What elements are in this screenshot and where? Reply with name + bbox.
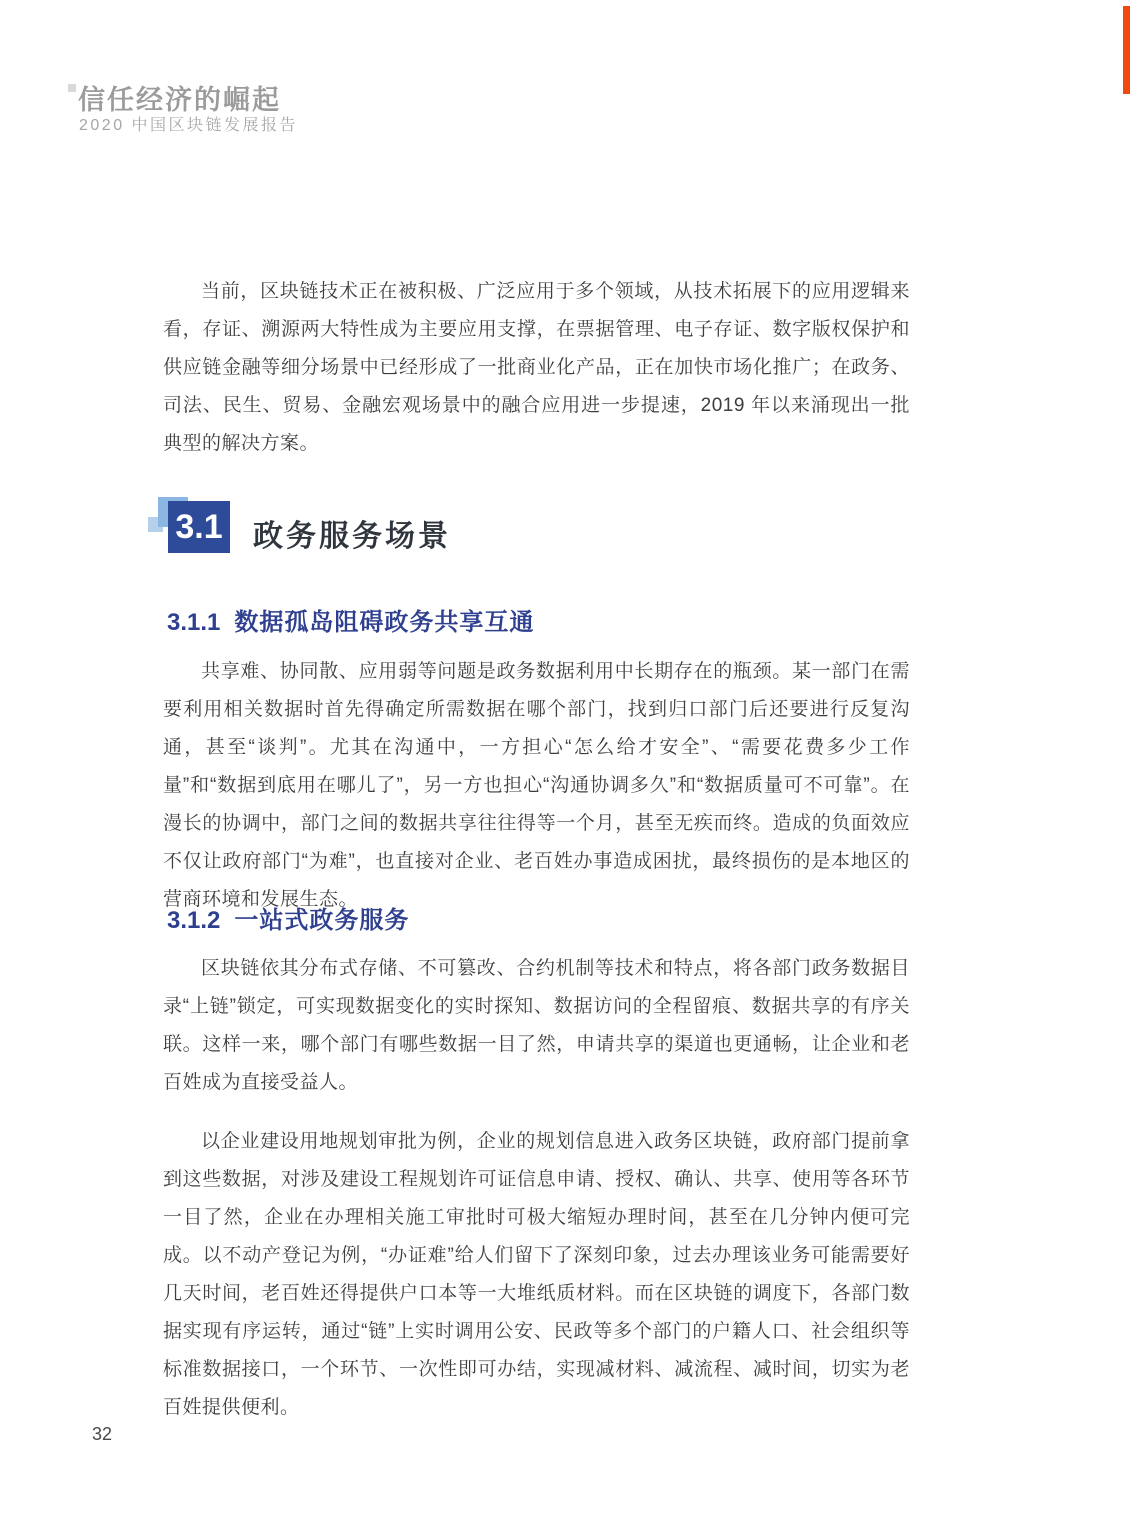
- subsection-title-311: 数据孤岛阻碍政务共享互通: [234, 609, 535, 636]
- subsection-number-312: 3.1.2: [167, 907, 221, 934]
- paragraph-311: 共享难、协同散、应用弱等问题是政务数据利用中长期存在的瓶颈。某一部门在需要利用相关数据时首先得确定所需数据在哪个部门，找到归口部门后还要进行反复沟通，甚至“谈判”。尤其在沟通中，一方担心“怎么给才安全”、“需要花费多少工作量”和“数据到底用在哪儿了”，另一方也担心“沟通协调多久”和“数据质量可不可靠”。在漫长的协调中，部门之间的数据共享往往得等一个月，甚至无疾而终。造成的负面效应不仅让政府部门“为难”，也直接对企业、老百姓办事造成困扰，最终损伤的是本地区的营商环境和发展生态。: [163, 661, 910, 910]
- report-logo-title: 信任经济的崛起: [78, 85, 281, 115]
- subsection-heading-312: [167, 900, 910, 935]
- subsection-title-312: 一站式政务服务: [234, 907, 410, 934]
- subsection-heading-311: [167, 602, 910, 637]
- chapter-accent-bar: [1123, 6, 1130, 94]
- paragraph-312-b: 以企业建设用地规划审批为例，企业的规划信息进入政务区块链，政府部门提前拿到这些数据，对涉及建设工程规划许可证信息申请、授权、确认、共享、使用等各环节一目了然，企业在办理相关施工审批时可极大缩短办理时间，甚至在几分钟内便可完成。以不动产登记为例，“办证难”给人们留下了深刻印象，过去办理该业务可能需要好几天时间，老百姓还得提供户口本等一大堆纸质材料。而在区块链的调度下，各部门数据实现有序运转，通过“链”上实时调用公安、民政等多个部门的户籍人口、社会组织等标准数据接口，一个环节、一次性即可办结，实现减材料、减流程、减时间，切实为老百姓提供便利。: [163, 1131, 910, 1418]
- report-logo-subtitle: 2020 中国区块链发展报告: [79, 117, 299, 134]
- section-title: 政务服务场景: [253, 520, 451, 553]
- subsection-number-311: 3.1.1: [167, 609, 221, 636]
- logo-deco-square: [68, 84, 76, 92]
- paragraph-312-a: 区块链依其分布式存储、不可篡改、合约机制等技术和特点，将各部门政务数据目录“上链”锁定，可实现数据变化的实时探知、数据访问的全程留痕、数据共享的有序关联。这样一来，哪个部门有哪些数据一目了然，申请共享的渠道也更通畅，让企业和老百姓成为直接受益人。: [163, 958, 910, 1093]
- page-number: 32: [92, 1424, 113, 1444]
- intro-paragraph: 当前，区块链技术正在被积极、广泛应用于多个领域，从技术拓展下的应用逻辑来看，存证、溯源两大特性成为主要应用支撑，在票据管理、电子存证、数字版权保护和供应链金融等细分场景中已经形成了一批商业化产品，正在加快市场化推广；在政务、司法、民生、贸易、金融宏观场景中的融合应用进一步提速，2019 年以来涌现出一批典型的解决方案。: [163, 281, 910, 454]
- section-number-badge: 3.1: [168, 501, 230, 553]
